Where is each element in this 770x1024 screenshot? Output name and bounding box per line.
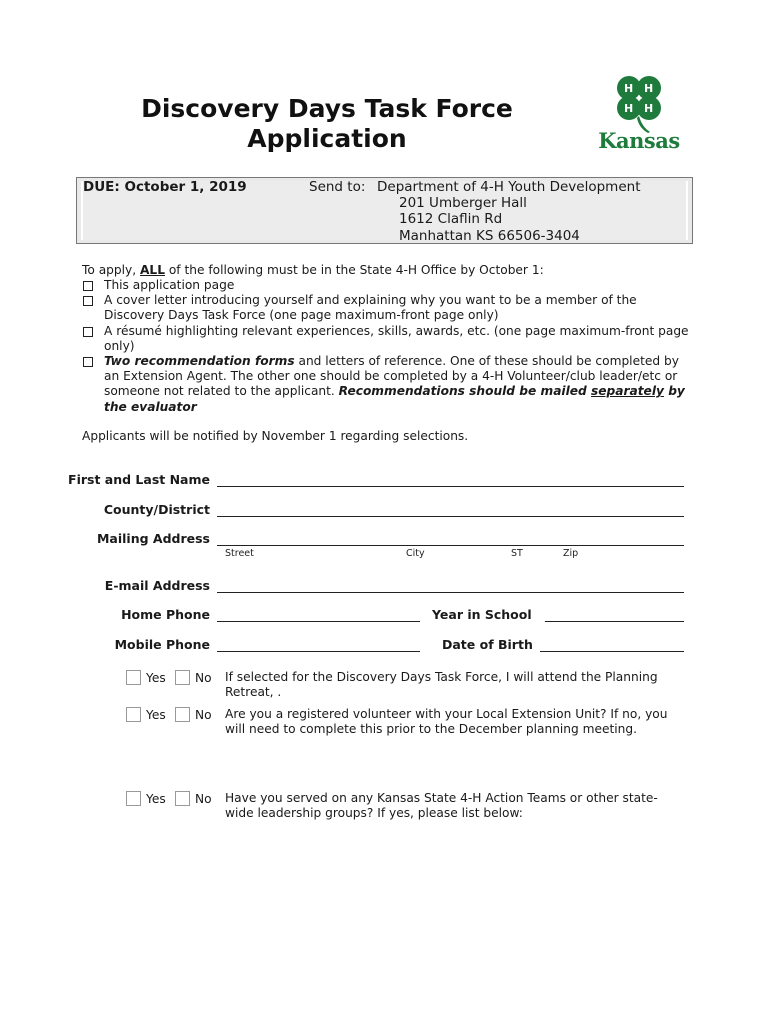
county-field[interactable]	[217, 516, 684, 517]
zip-sublabel: Zip	[563, 548, 579, 559]
city-sublabel: City	[406, 548, 425, 559]
checkbox-icon[interactable]	[175, 707, 190, 722]
requirement-text	[104, 354, 692, 415]
kansas-4h-logo	[588, 72, 690, 156]
question-action-teams: Have you served on any Kansas State 4-H Action Teams or other state-wide leadership groups? If yes, please list below:	[225, 791, 658, 821]
mobile-phone-label: Mobile Phone	[114, 637, 210, 652]
year-prefix: _	[545, 607, 552, 622]
q3-no-option[interactable]	[175, 791, 212, 806]
intro-all: ALL	[140, 263, 165, 277]
no-label: No	[195, 671, 212, 685]
due-date: DUE: October 1, 2019	[83, 179, 247, 195]
checkbox-icon[interactable]	[175, 791, 190, 806]
mailing-address-label: Mailing Address	[96, 531, 210, 546]
instructions-intro	[82, 263, 544, 278]
checkbox-icon	[83, 327, 93, 337]
q3-yes-option[interactable]	[126, 791, 166, 806]
county-label: County/District	[103, 502, 210, 517]
question-registered-volunteer: Are you a registered volunteer with your Local Extension Unit? If no, you will need to complete this prior to the December planning meeting.	[225, 707, 668, 737]
yes-label: Yes	[146, 792, 166, 806]
logo-wordmark: Kansas	[598, 128, 680, 153]
no-label: No	[195, 708, 212, 722]
date-of-birth-label: Date of Birth	[442, 637, 533, 652]
state-sublabel: ST	[511, 548, 523, 559]
checkbox-icon	[83, 296, 93, 306]
address-line-1: Department of 4-H Youth Development	[377, 179, 641, 195]
requirement-item	[82, 278, 692, 293]
name-label: First and Last Name	[68, 472, 210, 487]
checkbox-icon	[83, 281, 93, 291]
requirement-item	[82, 293, 692, 323]
q1-yes-option[interactable]	[126, 670, 166, 685]
home-phone-field[interactable]	[217, 621, 420, 622]
checkbox-icon[interactable]	[126, 791, 141, 806]
question-planning-retreat: If selected for the Discovery Days Task Force, I will attend the Planning Retreat, .	[225, 670, 658, 700]
home-phone-label: Home Phone	[121, 607, 210, 622]
requirement-item	[82, 354, 692, 415]
street-sublabel: Street	[225, 548, 254, 559]
svg-text:H: H	[644, 102, 654, 115]
page-title	[110, 94, 544, 154]
svg-text:H: H	[624, 102, 634, 115]
intro-text-end: of the following must be in the State 4-H Office by October 1:	[164, 263, 544, 277]
q2-no-option[interactable]	[175, 707, 212, 722]
four-leaf-clover-icon	[588, 72, 690, 134]
evaluator-text: by the evaluator	[104, 384, 685, 414]
svg-text:H: H	[624, 82, 634, 95]
year-in-school-field[interactable]	[545, 621, 684, 622]
title-line-2: Application	[247, 124, 407, 153]
yes-label: Yes	[146, 708, 166, 722]
checkbox-icon	[83, 357, 93, 367]
address-line-3: 1612 Claflin Rd	[399, 211, 503, 227]
recommendation-text: and letters of reference. One of these should be completed by an Extension Agent. The other one should be completed by a 4-H Volunteer/club leader/etc or someone not related to the applicant.	[104, 354, 679, 399]
send-to-label: Send to:	[309, 179, 366, 195]
checkbox-icon[interactable]	[126, 707, 141, 722]
intro-text: To apply,	[82, 263, 140, 277]
notification-notice: Applicants will be notified by November 1 regarding selections.	[82, 429, 469, 443]
year-in-school-label: Year in School	[432, 607, 532, 622]
address-line-4: Manhattan KS 66506-3404	[399, 228, 580, 244]
title-line-1: Discovery Days Task Force	[141, 94, 513, 123]
mailing-address-field[interactable]	[217, 545, 684, 546]
email-label: E-mail Address	[104, 578, 210, 593]
requirement-text: A résumé highlighting relevant experiences, skills, awards, etc. (one page maximum-front page only)	[104, 324, 689, 354]
mailed-text: Recommendations should be mailed	[338, 384, 592, 399]
checkbox-icon[interactable]	[126, 670, 141, 685]
yes-label: Yes	[146, 671, 166, 685]
q2-yes-option[interactable]	[126, 707, 166, 722]
requirement-text: A cover letter introducing yourself and explaining why you want to be a member of the Discovery Days Task Force (one page maximum-front page only)	[104, 293, 637, 323]
svg-text:H: H	[644, 82, 654, 95]
separately-text: separately	[591, 384, 664, 399]
recommendation-forms-text: Two recommendation forms	[104, 354, 295, 368]
requirement-item	[82, 324, 692, 354]
name-field[interactable]	[217, 486, 684, 487]
mobile-phone-field[interactable]	[217, 651, 420, 652]
requirement-text: This application page	[104, 278, 235, 292]
checkbox-icon[interactable]	[175, 670, 190, 685]
date-of-birth-field[interactable]	[540, 651, 684, 652]
address-line-2: 201 Umberger Hall	[399, 195, 527, 211]
q1-no-option[interactable]	[175, 670, 212, 685]
no-label: No	[195, 792, 212, 806]
email-field[interactable]	[217, 592, 684, 593]
